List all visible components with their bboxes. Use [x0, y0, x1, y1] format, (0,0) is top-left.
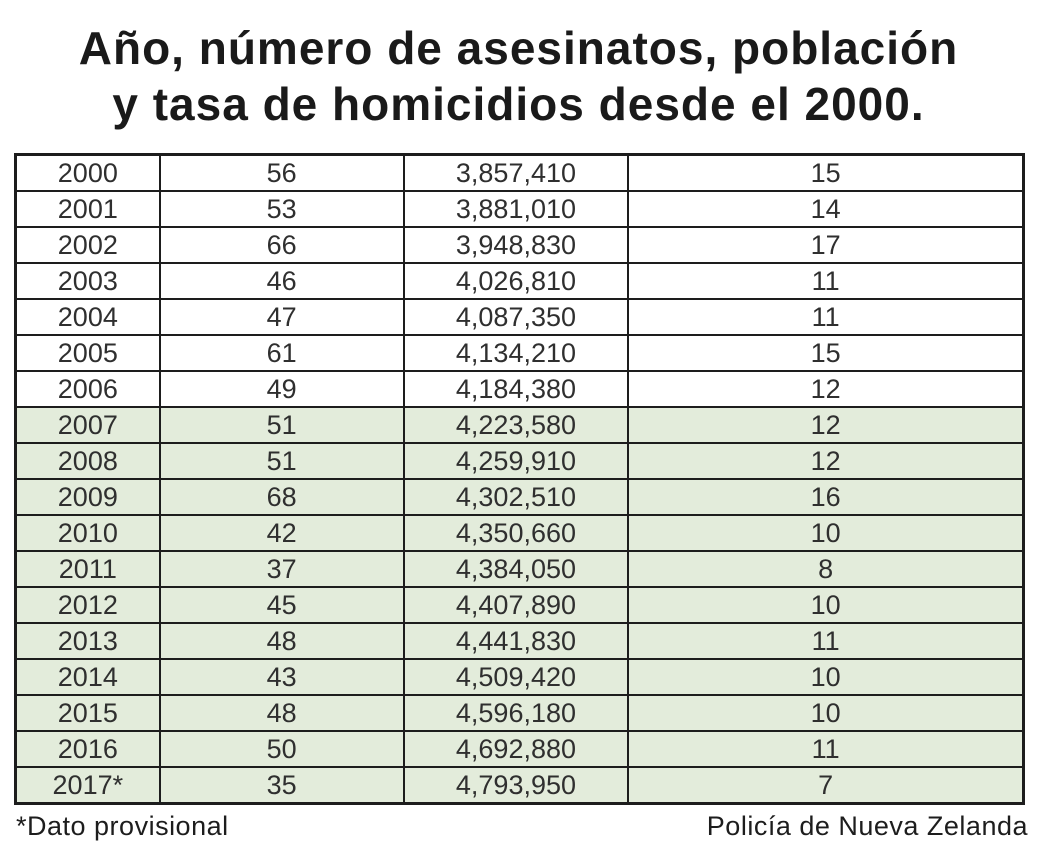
cell-rate: 10: [628, 695, 1023, 731]
footer: [16, 811, 1028, 842]
cell-murders: 48: [160, 623, 404, 659]
cell-year: 2007: [16, 407, 160, 443]
homicide-data-table: [14, 153, 1025, 805]
table-row: [16, 695, 1024, 731]
cell-murders: 53: [160, 191, 404, 227]
cell-rate: 11: [628, 623, 1023, 659]
cell-murders: 61: [160, 335, 404, 371]
cell-rate: 17: [628, 227, 1023, 263]
table-row: [16, 479, 1024, 515]
cell-population: 4,350,660: [404, 515, 629, 551]
cell-population: 3,857,410: [404, 155, 629, 192]
cell-rate: 11: [628, 731, 1023, 767]
cell-year: 2002: [16, 227, 160, 263]
cell-rate: 12: [628, 371, 1023, 407]
cell-rate: 12: [628, 443, 1023, 479]
cell-murders: 45: [160, 587, 404, 623]
cell-population: 4,793,950: [404, 767, 629, 804]
cell-population: 4,134,210: [404, 335, 629, 371]
cell-murders: 48: [160, 695, 404, 731]
table-row: [16, 227, 1024, 263]
page-title: [0, 20, 1037, 132]
cell-population: 4,692,880: [404, 731, 629, 767]
table-row: [16, 407, 1024, 443]
cell-rate: 11: [628, 299, 1023, 335]
table-row: [16, 659, 1024, 695]
cell-rate: 16: [628, 479, 1023, 515]
cell-murders: 37: [160, 551, 404, 587]
table-row: [16, 371, 1024, 407]
cell-year: 2000: [16, 155, 160, 192]
cell-population: 4,087,350: [404, 299, 629, 335]
title-line-1: Año, número de asesinatos, población: [78, 22, 959, 74]
cell-population: 4,596,180: [404, 695, 629, 731]
cell-year: 2008: [16, 443, 160, 479]
cell-population: 4,026,810: [404, 263, 629, 299]
table-body: [16, 155, 1024, 804]
table-row: [16, 299, 1024, 335]
cell-murders: 51: [160, 407, 404, 443]
table-row: [16, 515, 1024, 551]
cell-rate: 7: [628, 767, 1023, 804]
table-row: [16, 443, 1024, 479]
cell-year: 2010: [16, 515, 160, 551]
cell-year: 2009: [16, 479, 160, 515]
cell-murders: 56: [160, 155, 404, 192]
cell-rate: 15: [628, 155, 1023, 192]
cell-population: 4,384,050: [404, 551, 629, 587]
cell-population: 4,302,510: [404, 479, 629, 515]
cell-population: 4,441,830: [404, 623, 629, 659]
table-row: [16, 587, 1024, 623]
cell-population: 4,509,420: [404, 659, 629, 695]
table-row: [16, 263, 1024, 299]
cell-rate: 15: [628, 335, 1023, 371]
cell-year: 2004: [16, 299, 160, 335]
cell-rate: 12: [628, 407, 1023, 443]
cell-year: 2003: [16, 263, 160, 299]
cell-murders: 42: [160, 515, 404, 551]
table-row: [16, 767, 1024, 804]
cell-population: 4,184,380: [404, 371, 629, 407]
cell-murders: 51: [160, 443, 404, 479]
cell-year: 2011: [16, 551, 160, 587]
cell-rate: 11: [628, 263, 1023, 299]
provisional-footnote: *Dato provisional: [16, 811, 229, 841]
cell-population: 4,407,890: [404, 587, 629, 623]
cell-population: 4,223,580: [404, 407, 629, 443]
table-row: [16, 155, 1024, 192]
cell-population: 3,881,010: [404, 191, 629, 227]
table-row: [16, 191, 1024, 227]
cell-murders: 66: [160, 227, 404, 263]
cell-rate: 14: [628, 191, 1023, 227]
cell-rate: 10: [628, 515, 1023, 551]
table-row: [16, 335, 1024, 371]
cell-year: 2005: [16, 335, 160, 371]
table-row: [16, 731, 1024, 767]
cell-year: 2015: [16, 695, 160, 731]
cell-murders: 49: [160, 371, 404, 407]
table-row: [16, 623, 1024, 659]
cell-murders: 35: [160, 767, 404, 804]
cell-year: 2001: [16, 191, 160, 227]
cell-murders: 68: [160, 479, 404, 515]
cell-population: 4,259,910: [404, 443, 629, 479]
cell-year: 2012: [16, 587, 160, 623]
cell-rate: 8: [628, 551, 1023, 587]
cell-year: 2017*: [16, 767, 160, 804]
cell-population: 3,948,830: [404, 227, 629, 263]
cell-year: 2016: [16, 731, 160, 767]
cell-year: 2006: [16, 371, 160, 407]
title-line-2: y tasa de homicidios desde el 2000.: [112, 78, 925, 130]
cell-year: 2013: [16, 623, 160, 659]
cell-murders: 47: [160, 299, 404, 335]
table-row: [16, 551, 1024, 587]
cell-murders: 43: [160, 659, 404, 695]
cell-murders: 46: [160, 263, 404, 299]
cell-rate: 10: [628, 587, 1023, 623]
cell-rate: 10: [628, 659, 1023, 695]
source-credit: Policía de Nueva Zelanda: [706, 811, 1028, 841]
cell-year: 2014: [16, 659, 160, 695]
cell-murders: 50: [160, 731, 404, 767]
